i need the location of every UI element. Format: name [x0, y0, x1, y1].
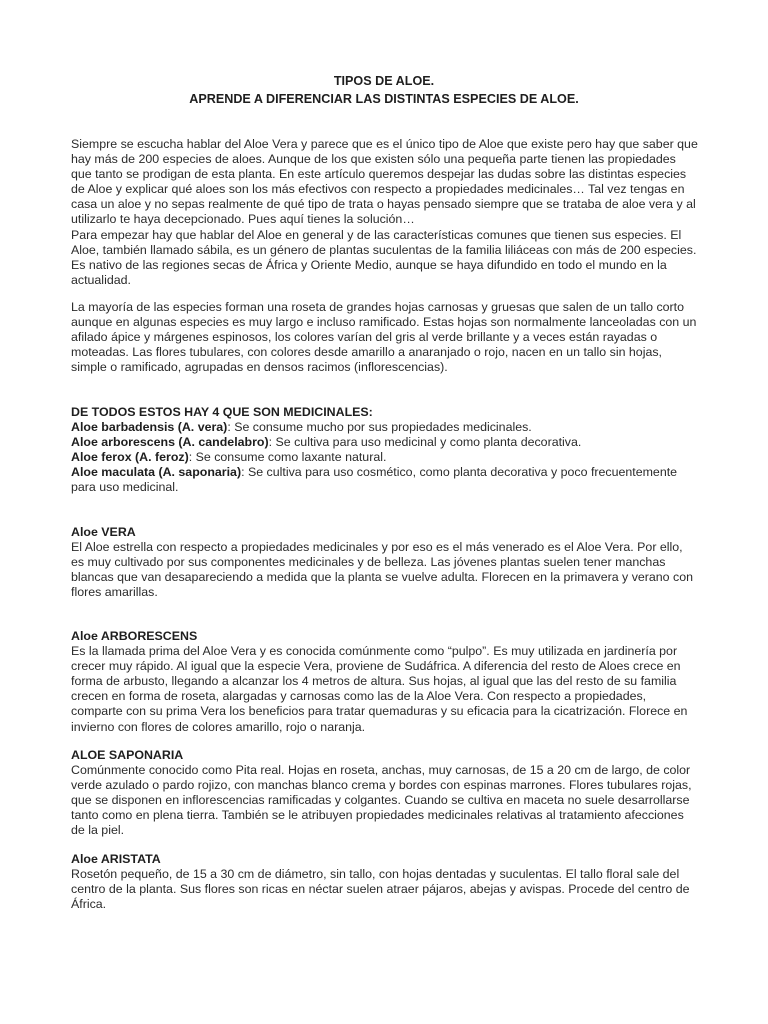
species-name: Aloe arborescens (A. candelabro)	[71, 435, 269, 450]
section-heading: Aloe ARISTATA	[71, 852, 161, 866]
medicinal-heading: DE TODOS ESTOS HAY 4 QUE SON MEDICINALES:	[71, 405, 373, 419]
medicinal-item	[71, 465, 699, 495]
intro-paragraph: Siempre se escucha hablar del Aloe Vera y parece que es el único tipo de Aloe que existe pero hay que saber que hay más de 200 especies de aloes. Aunque de los que existen sólo una pequeña parte tienen las propiedades que tanto se prodigan de esta planta. En este artículo queremos despejar las dudas sobre las distintas especies de Aloe y explicar qué aloes son los más efectivos con respecto a propiedades medicinales… Tal vez tengas en casa un aloe y no sepas realmente de qué tipo de trata o hayas pensado siempre que se trataba de aloe vera y al utilizarlo te haya decepcionado. Pues aquí tienes la solución…	[71, 137, 698, 227]
title-line-2: APRENDE A DIFERENCIAR LAS DISTINTAS ESPECIES DE ALOE.	[189, 92, 579, 106]
species-name: Aloe maculata (A. saponaria)	[71, 465, 242, 480]
medicinal-block	[71, 405, 699, 496]
species-description: : Se consume mucho por sus propiedades medicinales.	[227, 420, 532, 435]
intro-block	[71, 137, 699, 288]
intro-paragraph-2: Para empezar hay que hablar del Aloe en general y de las características comunes que tienen sus especies. El Aloe, también llamado sábila, es un género de plantas suculentas de la familia liliáceas con más de 200 especies. Es nativo de las regiones secas de África y Oriente Medio, aunque se haya difundido en todo el mundo en la actualidad.	[71, 227, 697, 287]
section-heading: Aloe VERA	[71, 525, 136, 539]
medicinal-item	[71, 435, 699, 450]
section-text: Es la llamada prima del Aloe Vera y es conocida comúnmente como “pulpo”. Es muy utilizada en jardinería por crecer muy rápido. Al igual que la especie Vera, proviene de Sudáfrica. A diferencia del resto de Aloes crece en forma de arbusto, llegando a alcanzar los 4 metros de altura. Sus hojas, al igual que las del resto de su familia crecen en forma de roseta, alargadas y carnosas como las de la Aloe Vera. Con respecto a propiedades, comparte con su prima Vera los beneficios para tratar quemaduras y su eficacia para la cicatrización. Florece en invierno con flores de colores amarillo, rojo o naranja.	[71, 644, 688, 734]
section-text: El Aloe estrella con respecto a propiedades medicinales y por eso es el más venerado es el Aloe Vera. Por ello, es muy cultivado por sus componentes medicinales y de belleza. Las jóvenes plantas suelen tener manchas blancas que van desapareciendo a medida que la planta se vuelve adulta. Florecen en la primavera y verano con flores amarillas.	[71, 540, 693, 600]
section-aloe-aristata	[71, 852, 699, 912]
species-name: Aloe barbadensis (A. vera)	[71, 420, 228, 435]
species-description: : Se consume como laxante natural.	[188, 450, 387, 465]
species-name: Aloe ferox (A. feroz)	[71, 450, 189, 465]
section-heading: Aloe ARBORESCENS	[71, 629, 198, 643]
section-aloe-arborescens	[71, 629, 699, 735]
section-aloe-vera	[71, 525, 699, 600]
section-text: Rosetón pequeño, de 15 a 30 cm de diámetro, sin tallo, con hojas dentadas y suculentas. El tallo floral sale del centro de la planta. Sus flores son ricas en néctar suelen atraer pájaros, abejas y avispas. Procede del centro de África.	[71, 867, 690, 912]
species-description: : Se cultiva para uso medicinal y como planta decorativa.	[268, 435, 582, 450]
species-description: : Se cultiva para uso cosmético, como planta decorativa y poco frecuentemente para uso medicinal.	[71, 465, 678, 495]
medicinal-item	[71, 450, 699, 465]
medicinal-item	[71, 420, 699, 435]
section-aloe-saponaria	[71, 748, 699, 839]
section-text: Comúnmente conocido como Pita real. Hojas en roseta, anchas, muy carnosas, de 15 a 20 cm de largo, de color verde azulado o pardo rojizo, con manchas blanco crema y bordes con espinas marrones. Flores tubulares rojas, que se disponen en inflorescencias ramificadas y colgantes. Cuando se cultiva en maceta no suele desarrollarse tanto como en plena tierra. También se le atribuyen propiedades medicinales relativas al tratamiento afecciones de la piel.	[71, 763, 692, 838]
section-heading: ALOE SAPONARIA	[71, 748, 184, 762]
title-line-1: TIPOS DE ALOE.	[333, 74, 435, 88]
description-paragraph: La mayoría de las especies forman una roseta de grandes hojas carnosas y gruesas que salen de un tallo corto aunque en algunas especies es muy largo e incluso ramificado. Estas hojas son normalmente lanceoladas con un afilado ápice y márgenes espinosos, los colores varían del gris al verde brillante y a veces están rayadas o moteadas. Las flores tubulares, con colores desde amarillo a anaranjado o rojo, nacen en un tallo sin hojas, simple o ramificado, agrupadas en densos racimos (inflorescencias).	[71, 300, 697, 375]
description-block	[71, 300, 699, 375]
